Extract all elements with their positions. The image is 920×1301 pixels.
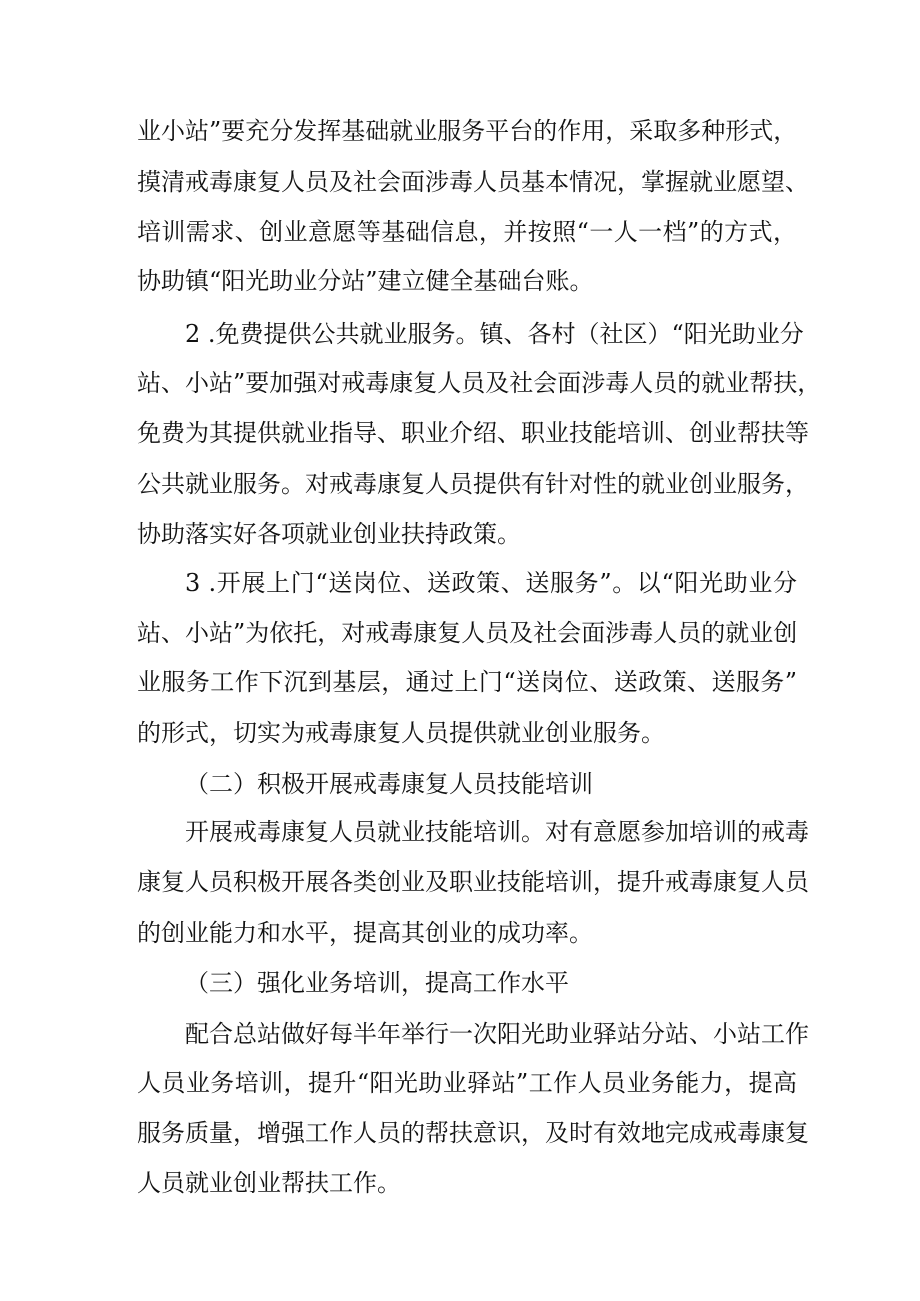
paragraph-4-line-1: 开展戒毒康复人员就业技能培训。对有意愿参加培训的戒毒 xyxy=(185,818,809,846)
paragraph-4-line-3: 的创业能力和水平，提高其创业的成功率。 xyxy=(137,919,593,947)
paragraph-5-line-2: 人员业务培训，提升“阳光助业驿站”工作人员业务能力，提高 xyxy=(137,1069,797,1097)
paragraph-3-line-4: 的形式，切实为戒毒康复人员提供就业创业服务。 xyxy=(137,719,665,747)
paragraph-1-line-2: 摸清戒毒康复人员及社会面涉毒人员基本情况，掌握就业愿望、 xyxy=(137,168,809,196)
paragraph-3-line-1: 3 .开展上门“送岗位、送政策、送服务”。以“阳光助业分 xyxy=(185,569,797,597)
paragraph-4-line-2: 康复人员积极开展各类创业及职业技能培训，提升戒毒康复人员 xyxy=(137,868,809,896)
paragraph-5-line-1: 配合总站做好每半年举行一次阳光助业驿站分站、小站工作 xyxy=(185,1020,809,1048)
paragraph-5-line-3: 服务质量，增强工作人员的帮扶意识，及时有效地完成戒毒康复 xyxy=(137,1119,809,1147)
paragraph-1-line-4: 协助镇“阳光助业分站”建立健全基础台账。 xyxy=(137,267,594,295)
paragraph-2-line-2: 站、小站”要加强对戒毒康复人员及社会面涉毒人员的就业帮扶， xyxy=(137,369,822,397)
section-heading-2: （二）积极开展戒毒康复人员技能培训 xyxy=(185,770,593,798)
paragraph-5-line-4: 人员就业创业帮扶工作。 xyxy=(137,1169,401,1197)
paragraph-2-line-3: 免费为其提供就业指导、职业介绍、职业技能培训、创业帮扶等 xyxy=(137,419,809,447)
paragraph-1-line-1: 业小站”要充分发挥基础就业服务平台的作用，采取多种形式， xyxy=(137,117,798,145)
paragraph-2-line-4: 公共就业服务。对戒毒康复人员提供有针对性的就业创业服务， xyxy=(137,470,809,498)
section-heading-3: （三）强化业务培训，提高工作水平 xyxy=(185,969,569,997)
paragraph-2-line-5: 协助落实好各项就业创业扶持政策。 xyxy=(137,520,521,548)
paragraph-1-line-3: 培训需求、创业意愿等基础信息，并按照“一人一档”的方式， xyxy=(137,218,797,246)
paragraph-2-line-1: 2 .免费提供公共就业服务。镇、各村（社区）“阳光助业分 xyxy=(185,320,804,348)
paragraph-3-line-2: 站、小站”为依托，对戒毒康复人员及社会面涉毒人员的就业创 xyxy=(137,619,798,647)
paragraph-3-line-3: 业服务工作下沉到基层，通过上门“送岗位、送政策、送服务” xyxy=(137,668,797,696)
